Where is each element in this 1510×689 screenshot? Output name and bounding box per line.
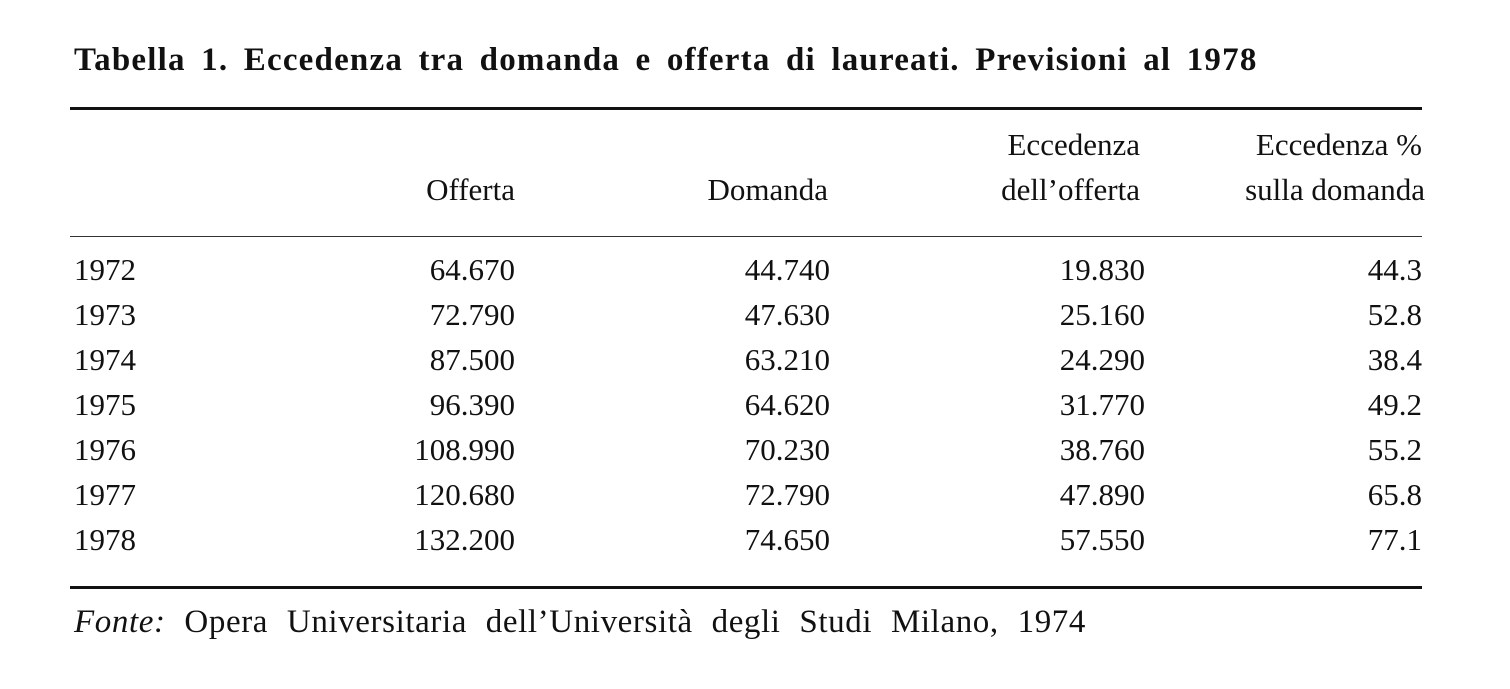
row-1976-offerta: 108.990 (414, 432, 515, 467)
row-1972-offerta: 64.670 (429, 252, 515, 287)
source-label: Fonte: (74, 604, 166, 640)
header-domanda: Domanda (707, 172, 828, 207)
row-1975-domanda: 64.620 (744, 387, 830, 422)
row-1974-offerta: 87.500 (429, 342, 515, 377)
table-title: Tabella 1. Eccedenza tra domanda e offerta di laureati. Previsioni al 1978 (74, 42, 1258, 78)
row-1978-eccedenza: 57.550 (1059, 522, 1145, 557)
row-1976-eccedenza: 38.760 (1059, 432, 1145, 467)
row-1974-domanda: 63.210 (744, 342, 830, 377)
header-offerta: Offerta (426, 172, 515, 207)
row-1978-domanda: 74.650 (744, 522, 830, 557)
row-1972-domanda: 44.740 (744, 252, 830, 287)
bottom-rule (70, 586, 1422, 589)
row-1978-year: 1978 (74, 522, 136, 557)
row-1973-offerta: 72.790 (429, 297, 515, 332)
source-text: Opera Universitaria dell’Università degli Studi Milano, 1974 (184, 604, 1086, 640)
row-1977-eccedenza: 47.890 (1059, 477, 1145, 512)
row-1973-eccedenza: 25.160 (1059, 297, 1145, 332)
row-1974-eccedenza: 24.290 (1059, 342, 1145, 377)
row-1977-percent: 65.8 (1367, 477, 1422, 512)
row-1972-eccedenza: 19.830 (1059, 252, 1145, 287)
header-eccedenza-line2: dell’offerta (1001, 172, 1140, 207)
row-1975-year: 1975 (74, 387, 136, 422)
source-note (74, 604, 1086, 641)
header-rule (70, 236, 1422, 237)
row-1976-percent: 55.2 (1367, 432, 1422, 467)
row-1976-domanda: 70.230 (744, 432, 830, 467)
header-percent-line2: sulla domanda (1245, 172, 1425, 207)
row-1974-year: 1974 (74, 342, 136, 377)
row-1977-domanda: 72.790 (744, 477, 830, 512)
row-1975-percent: 49.2 (1367, 387, 1422, 422)
row-1972-year: 1972 (74, 252, 136, 287)
row-1975-eccedenza: 31.770 (1059, 387, 1145, 422)
row-1975-offerta: 96.390 (429, 387, 515, 422)
row-1973-domanda: 47.630 (744, 297, 830, 332)
row-1972-percent: 44.3 (1367, 252, 1422, 287)
row-1978-offerta: 132.200 (414, 522, 515, 557)
header-eccedenza-line1: Eccedenza (1007, 127, 1140, 162)
row-1978-percent: 77.1 (1367, 522, 1422, 557)
row-1973-percent: 52.8 (1367, 297, 1422, 332)
header-percent-line1: Eccedenza % (1255, 127, 1422, 162)
row-1974-percent: 38.4 (1367, 342, 1422, 377)
row-1977-offerta: 120.680 (414, 477, 515, 512)
top-rule (70, 107, 1422, 110)
row-1976-year: 1976 (74, 432, 136, 467)
row-1973-year: 1973 (74, 297, 136, 332)
row-1977-year: 1977 (74, 477, 136, 512)
